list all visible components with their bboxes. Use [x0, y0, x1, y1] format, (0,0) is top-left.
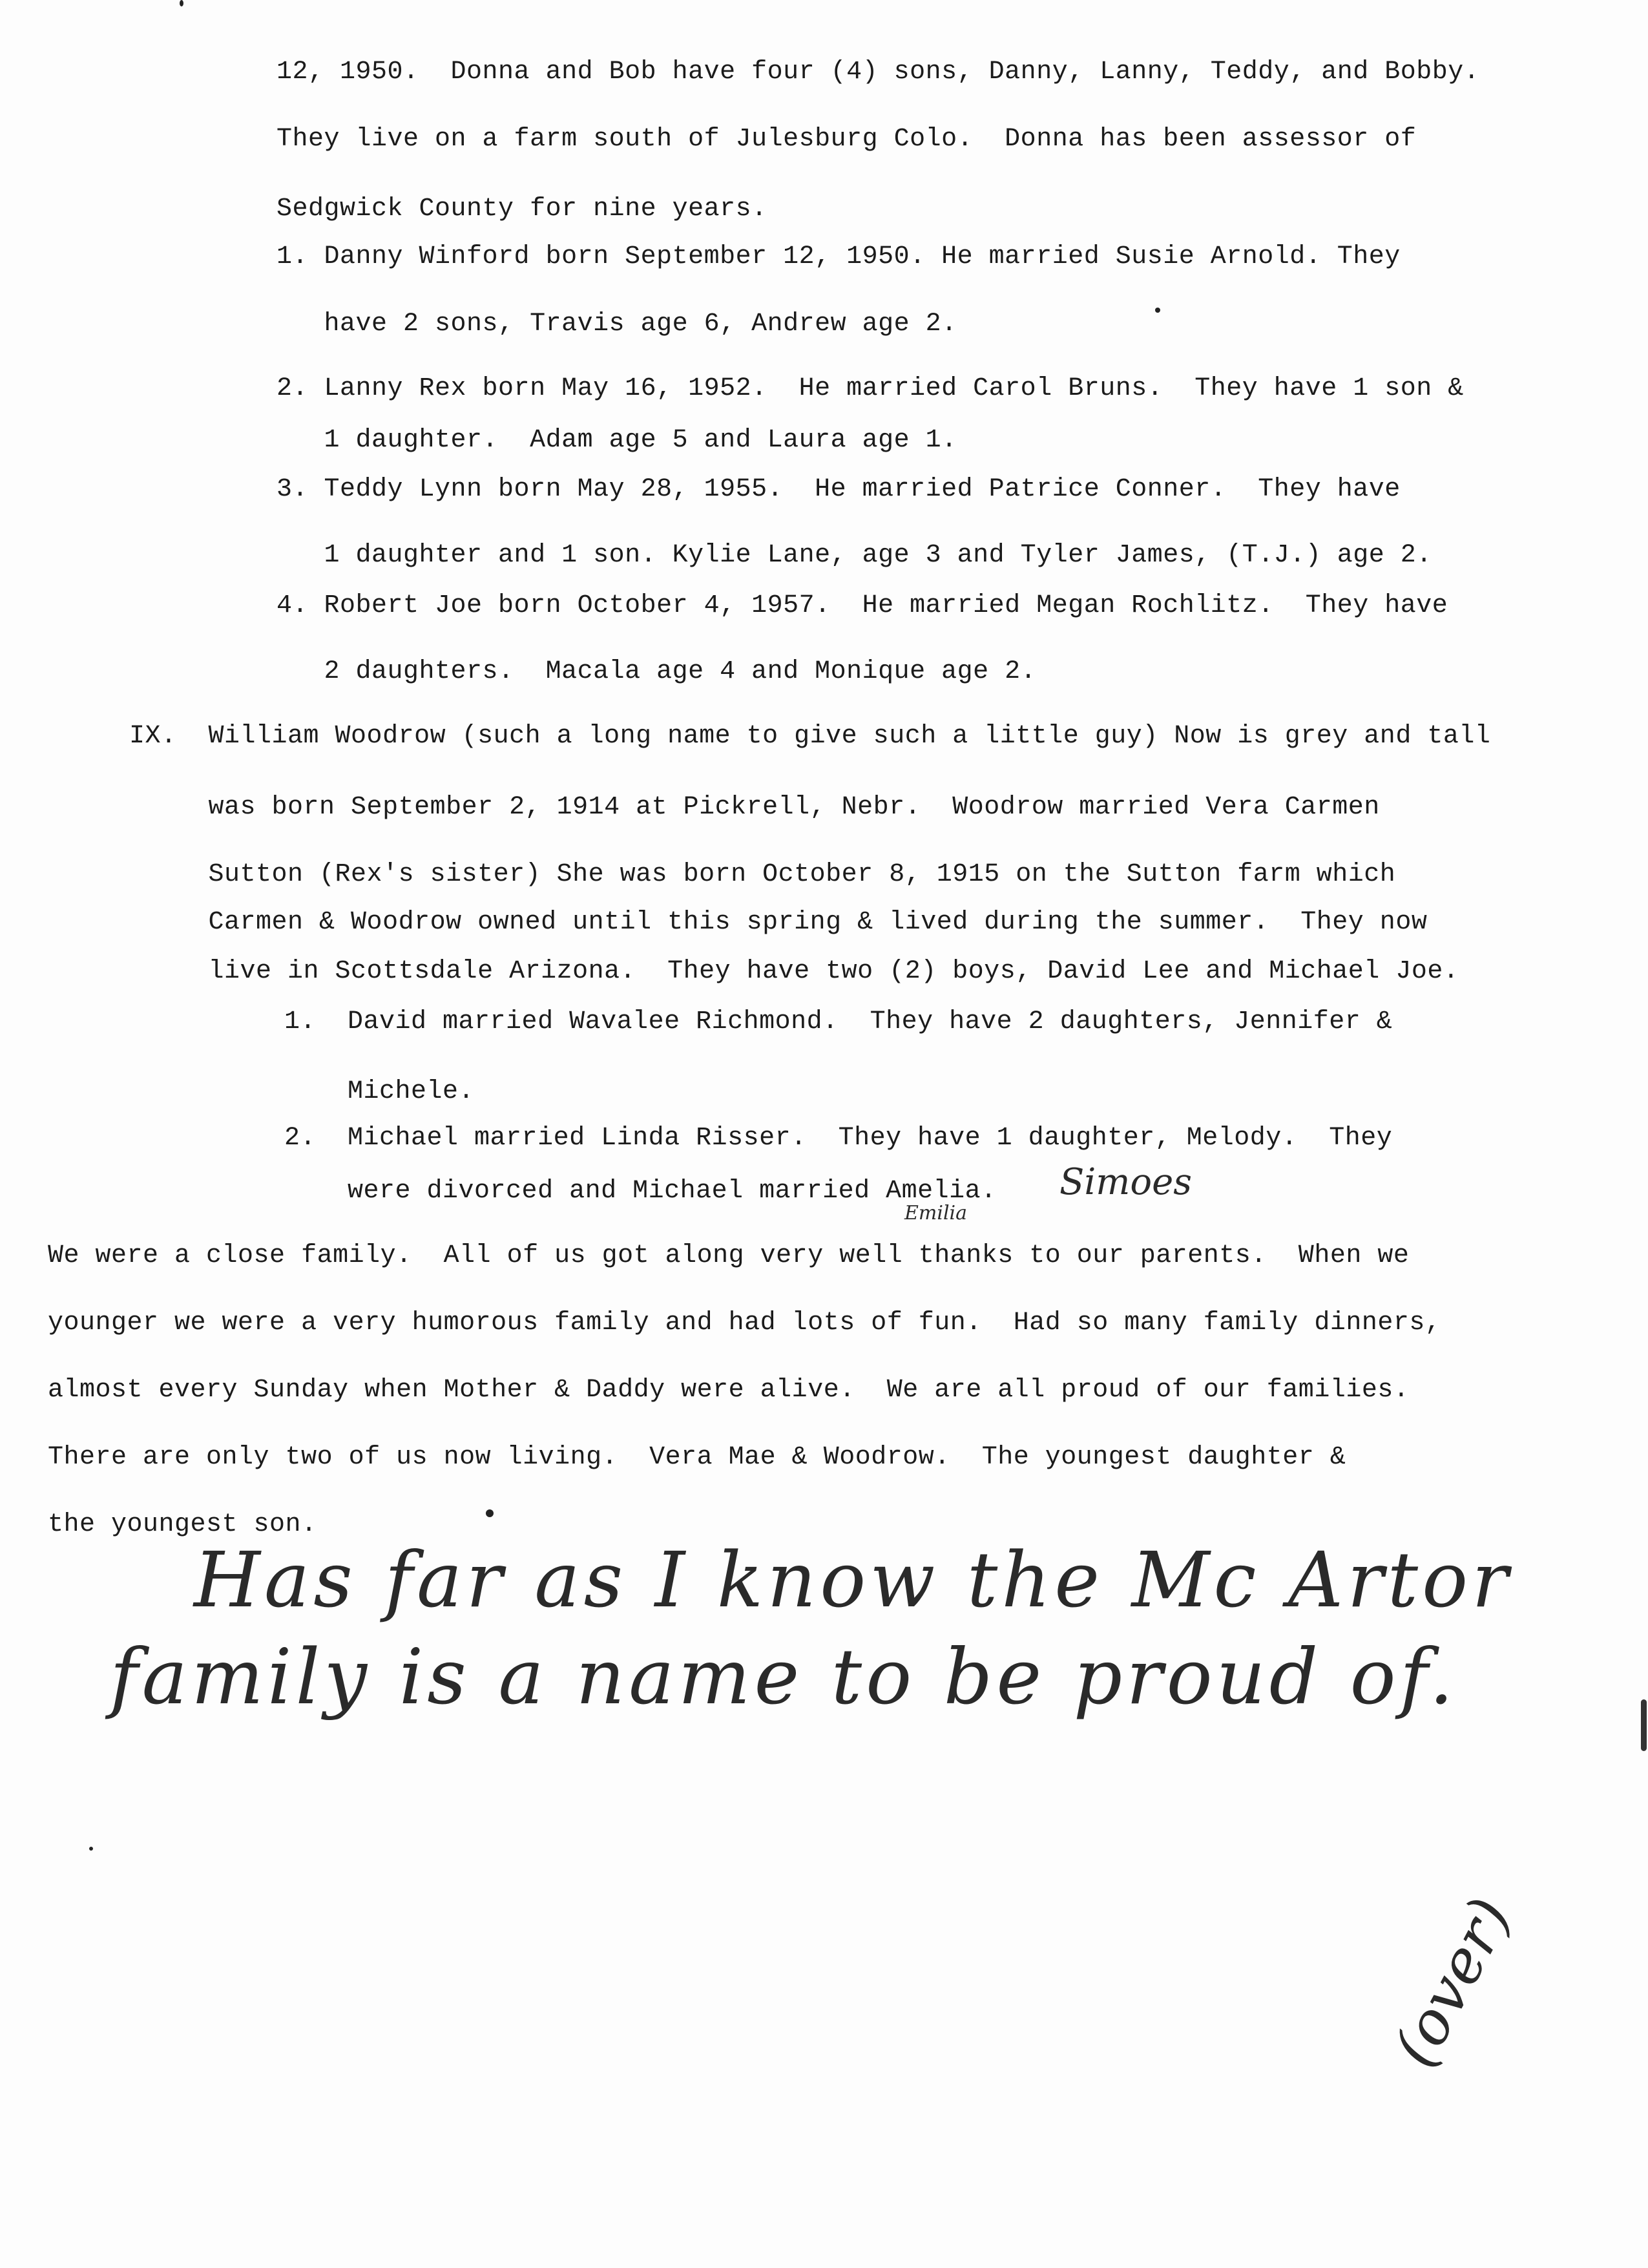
donna-child-2-line-1: 2. Lanny Rex born May 16, 1952. He married Carol Bruns. They have 1 son &: [276, 374, 1464, 403]
section-ix-line-2: was born September 2, 1914 at Pickrell, Nebr. Woodrow married Vera Carmen: [129, 793, 1380, 822]
woodrow-child-2-line-1: 2. Michael married Linda Risser. They have 1 daughter, Melody. They: [284, 1124, 1393, 1153]
section-ix-line-5: live in Scottsdale Arizona. They have two (2) boys, David Lee and Michael Joe.: [129, 957, 1459, 986]
handwritten-closing-line-2: family is a name to be proud of.: [110, 1632, 1457, 1721]
handwritten-emilia-correction: Emilia: [904, 1202, 968, 1224]
donna-child-4-line-2: 2 daughters. Macala age 4 and Monique age 2.: [276, 657, 1037, 686]
intro-line-1: 12, 1950. Donna and Bob have four (4) sons, Danny, Lanny, Teddy, and Bobby.: [276, 58, 1480, 87]
donna-child-1-line-2: have 2 sons, Travis age 6, Andrew age 2.: [276, 310, 957, 339]
donna-child-1-line-1: 1. Danny Winford born September 12, 1950. He married Susie Arnold. They: [276, 242, 1401, 271]
closing-line-1: We were a close family. All of us got along very well thanks to our parents. When we: [48, 1241, 1410, 1270]
woodrow-child-2-line-2: were divorced and Michael married Amelia.: [284, 1177, 997, 1206]
donna-child-2-line-2: 1 daughter. Adam age 5 and Laura age 1.: [276, 426, 957, 455]
scan-edge-mark: [1641, 1699, 1647, 1751]
closing-line-2: younger we were a very humorous family and had lots of fun. Had so many family dinners,: [48, 1308, 1441, 1338]
closing-line-5: the youngest son.: [48, 1510, 317, 1539]
handwritten-over-note: (over): [1379, 1887, 1525, 2078]
closing-line-3: almost every Sunday when Mother & Daddy were alive. We are all proud of our families.: [48, 1376, 1410, 1405]
intro-line-3: Sedgwick County for nine years.: [276, 194, 767, 224]
closing-line-4: There are only two of us now living. Vera Mae & Woodrow. The youngest daughter &: [48, 1443, 1346, 1472]
donna-child-4-line-1: 4. Robert Joe born October 4, 1957. He married Megan Rochlitz. They have: [276, 591, 1448, 620]
handwritten-closing-line-1: Has far as I know the Mc Artor: [194, 1535, 1512, 1624]
intro-line-2: They live on a farm south of Julesburg Colo. Donna has been assessor of: [276, 125, 1417, 154]
donna-child-3-line-2: 1 daughter and 1 son. Kylie Lane, age 3 and Tyler James, (T.J.) age 2.: [276, 541, 1432, 570]
scan-speck: [1155, 308, 1160, 313]
scan-speck: [486, 1509, 494, 1517]
scan-speck: [180, 0, 183, 6]
donna-child-3-line-1: 3. Teddy Lynn born May 28, 1955. He married Patrice Conner. They have: [276, 475, 1401, 504]
section-ix-line-4: Carmen & Woodrow owned until this spring & lived during the summer. They now: [129, 908, 1428, 937]
handwritten-surname-note: Simoes: [1059, 1161, 1192, 1203]
scan-speck: [89, 1847, 93, 1851]
section-ix-line-3: Sutton (Rex's sister) She was born October 8, 1915 on the Sutton farm which: [129, 860, 1396, 889]
woodrow-child-1-line-2: Michele.: [284, 1077, 475, 1106]
section-ix-line-1: IX. William Woodrow (such a long name to give such a little guy) Now is grey and tall: [129, 722, 1491, 751]
woodrow-child-1-line-1: 1. David married Wavalee Richmond. They have 2 daughters, Jennifer &: [284, 1007, 1393, 1036]
